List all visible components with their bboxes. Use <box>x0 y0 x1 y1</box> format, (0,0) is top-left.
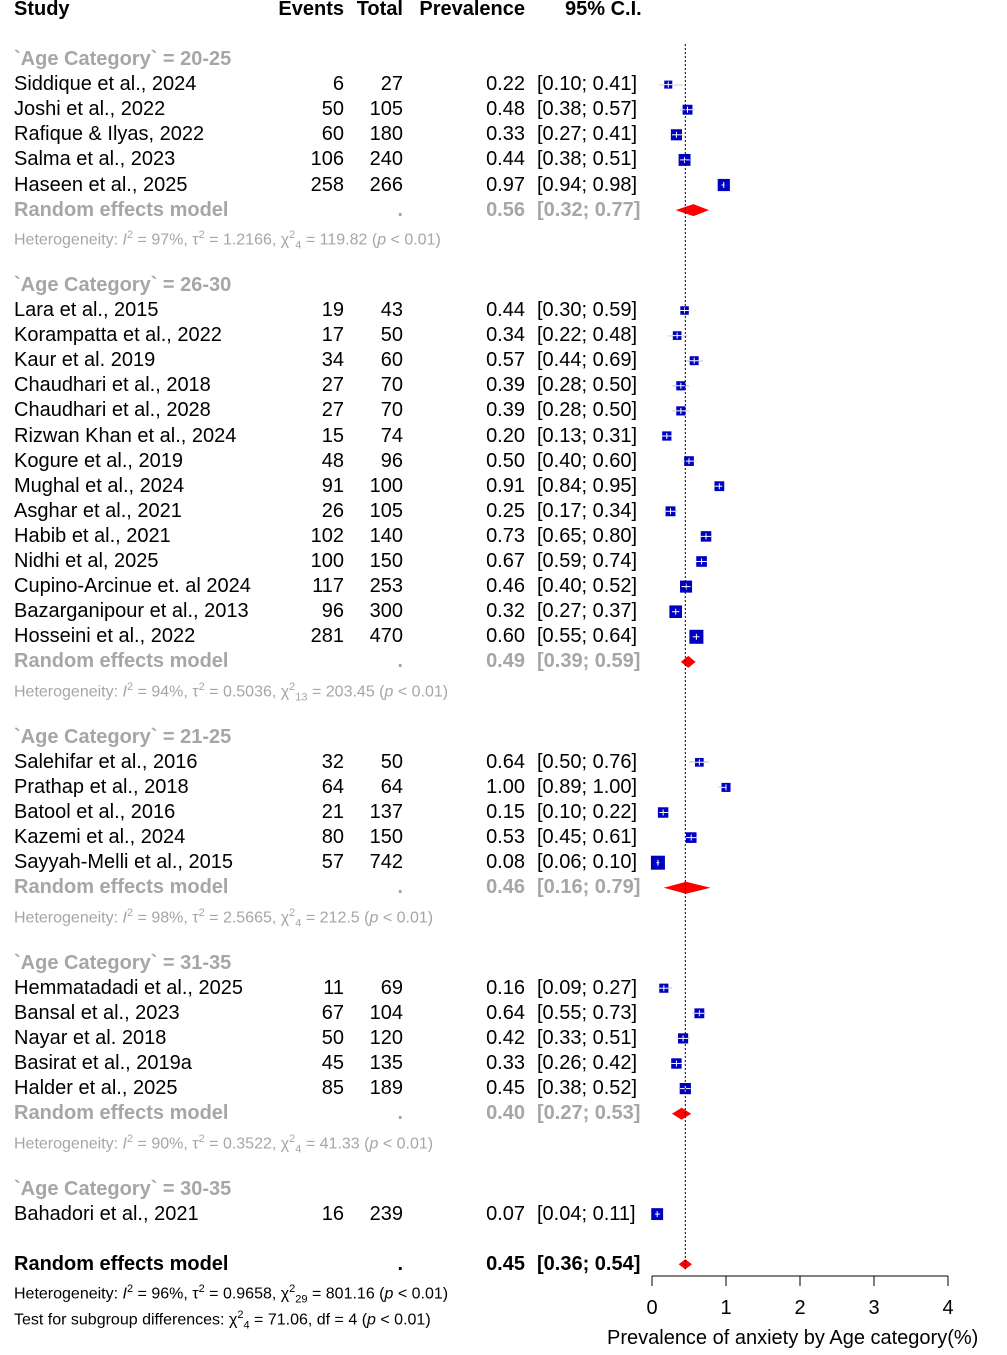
study-4-0-events: 16 <box>321 1202 344 1225</box>
study-3-1-prevalence: 0.64 <box>486 1001 525 1024</box>
study-4-0-prevalence: 0.07 <box>486 1202 525 1225</box>
study-3-0-ci: [0.09; 0.27] <box>537 976 638 999</box>
study-1-8-events: 26 <box>321 499 344 522</box>
study-1-9-prevalence: 0.73 <box>486 524 525 547</box>
study-2-3-ci: [0.45; 0.61] <box>537 826 638 849</box>
model-ci-1: [0.39; 0.59] <box>537 650 641 673</box>
model-diamond-1 <box>681 656 696 668</box>
overall-model-label: Random effects model <box>14 1252 229 1275</box>
study-3-4-prevalence: 0.45 <box>486 1077 525 1100</box>
study-1-6-events: 48 <box>321 449 344 472</box>
study-1-2-prevalence: 0.57 <box>486 349 525 372</box>
study-1-6-prevalence: 0.50 <box>486 449 525 472</box>
study-3-0-total: 69 <box>380 976 403 999</box>
study-3-1-events: 67 <box>321 1001 344 1024</box>
study-0-2-events: 60 <box>321 123 344 146</box>
overall-prev: 0.45 <box>486 1252 525 1275</box>
study-2-3-name: Kazemi et al., 2024 <box>14 826 186 849</box>
study-0-1-ci: [0.38; 0.57] <box>537 98 638 121</box>
x-tick-label-3: 3 <box>868 1297 880 1319</box>
study-2-0-events: 32 <box>321 750 344 773</box>
group-label-3: `Age Category` = 31-35 <box>14 951 232 974</box>
study-0-4-events: 258 <box>310 173 344 196</box>
study-1-0-name: Lara et al., 2015 <box>14 299 159 321</box>
study-1-0-total: 43 <box>380 299 403 321</box>
study-1-3-events: 27 <box>321 374 344 397</box>
study-3-2-prevalence: 0.42 <box>486 1026 525 1049</box>
study-2-1-total: 64 <box>380 775 403 798</box>
x-tick-label-2: 2 <box>794 1297 806 1319</box>
study-1-2-ci: [0.44; 0.69] <box>537 349 638 372</box>
model-dot-3: . <box>397 1102 403 1125</box>
study-1-8-total: 105 <box>369 499 403 522</box>
study-2-3-events: 80 <box>321 826 344 849</box>
model-prev-0: 0.56 <box>486 198 525 221</box>
subgroup-test: Test for subgroup differences: $\chi^2_4 = 71.06$, df = 4 (p < 0.01) <box>14 1308 431 1332</box>
model-ci-3: [0.27; 0.53] <box>537 1102 641 1125</box>
study-3-4-name: Halder et al., 2025 <box>14 1077 178 1100</box>
study-2-1-prevalence: 1.00 <box>486 775 525 798</box>
study-1-4-events: 27 <box>321 399 344 422</box>
study-1-6-total: 96 <box>380 449 403 472</box>
study-0-2-ci: [0.27; 0.41] <box>537 123 638 146</box>
study-1-4-name: Chaudhari et al., 2028 <box>14 399 211 422</box>
study-1-13-name: Hosseini et al., 2022 <box>14 625 196 648</box>
overall-heterogeneity: Heterogeneity: $I^2 = 96\%$, $\tau^2 = 0.9658$, $\chi^2_{29} = 801.16$ (p < 0.01) <box>14 1283 449 1306</box>
study-1-6-ci: [0.40; 0.60] <box>537 449 638 472</box>
study-1-1-prevalence: 0.34 <box>486 324 525 347</box>
heterogeneity-1: Heterogeneity: $I^2 = 94\%$, $\tau^2 = 0.5036$, $\chi^2_{13} = 203.45$ (p < 0.01) <box>14 681 449 704</box>
header-ci: 95% C.I. <box>565 0 642 20</box>
study-2-0-name: Salehifar et al., 2016 <box>14 750 198 773</box>
study-3-0-name: Hemmatadadi et al., 2025 <box>14 976 244 999</box>
model-ci-0: [0.32; 0.77] <box>537 198 641 221</box>
model-diamond-3 <box>672 1108 691 1120</box>
study-1-5-events: 15 <box>321 424 344 447</box>
study-1-11-total: 253 <box>369 575 403 598</box>
study-1-3-total: 70 <box>380 374 403 397</box>
study-1-13-prevalence: 0.60 <box>486 625 525 648</box>
study-0-3-events: 106 <box>310 148 344 171</box>
study-1-12-total: 300 <box>369 600 403 623</box>
study-1-7-name: Mughal et al., 2024 <box>14 474 185 497</box>
model-prev-3: 0.40 <box>486 1102 525 1125</box>
overall-dot: . <box>397 1252 403 1275</box>
study-1-9-name: Habib et al., 2021 <box>14 524 171 547</box>
study-1-4-prevalence: 0.39 <box>486 399 525 422</box>
header-total: Total <box>356 0 403 20</box>
study-2-4-total: 742 <box>369 851 403 874</box>
heterogeneity-3: Heterogeneity: $I^2 = 90\%$, $\tau^2 = 0.3522$, $\chi^2_4 = 41.33$ (p < 0.01) <box>14 1132 434 1156</box>
x-tick-label-1: 1 <box>720 1297 732 1319</box>
study-1-11-prevalence: 0.46 <box>486 575 525 598</box>
study-0-2-total: 180 <box>369 123 403 146</box>
study-0-2-name: Rafique & Ilyas, 2022 <box>14 123 205 146</box>
study-0-4-prevalence: 0.97 <box>486 173 525 196</box>
header-study: Study <box>14 0 70 20</box>
study-4-0-total: 239 <box>369 1202 403 1225</box>
study-2-4-prevalence: 0.08 <box>486 851 525 874</box>
model-diamond-2 <box>664 882 711 894</box>
study-1-2-events: 34 <box>321 349 344 372</box>
x-axis-label: Prevalence of anxiety by Age category(%) <box>607 1327 979 1349</box>
study-2-2-prevalence: 0.15 <box>486 801 525 823</box>
study-0-0-prevalence: 0.22 <box>486 73 525 96</box>
study-3-2-events: 50 <box>321 1026 344 1049</box>
study-1-1-total: 50 <box>380 324 403 347</box>
model-label-2: Random effects model <box>14 876 229 899</box>
header-events: Events <box>278 0 344 20</box>
study-1-4-ci: [0.28; 0.50] <box>537 399 638 422</box>
study-2-1-events: 64 <box>321 775 344 798</box>
study-3-1-ci: [0.55; 0.73] <box>537 1001 638 1024</box>
heterogeneity-0: Heterogeneity: $I^2 = 97\%$, $\tau^2 = 1.2166$, $\chi^2_4 = 119.82$ (p < 0.01) <box>14 229 441 252</box>
study-3-1-total: 104 <box>369 1001 403 1024</box>
study-2-3-prevalence: 0.53 <box>486 826 525 849</box>
study-0-3-name: Salma et al., 2023 <box>14 148 176 171</box>
study-0-0-ci: [0.10; 0.41] <box>537 73 638 96</box>
study-1-7-ci: [0.84; 0.95] <box>537 474 638 497</box>
study-1-5-prevalence: 0.20 <box>486 424 525 447</box>
study-1-9-total: 140 <box>369 524 403 547</box>
study-1-5-ci: [0.13; 0.31] <box>537 424 638 447</box>
model-dot-2: . <box>397 876 403 899</box>
model-label-3: Random effects model <box>14 1102 229 1125</box>
study-2-2-total: 137 <box>369 801 403 823</box>
study-3-1-name: Bansal et al., 2023 <box>14 1001 180 1024</box>
group-label-4: `Age Category` = 30-35 <box>14 1177 232 1200</box>
study-1-12-ci: [0.27; 0.37] <box>537 600 638 623</box>
study-1-10-ci: [0.59; 0.74] <box>537 550 638 572</box>
study-1-8-name: Asghar et al., 2021 <box>14 499 182 522</box>
study-1-7-events: 91 <box>321 474 344 497</box>
study-1-11-ci: [0.40; 0.52] <box>537 575 638 598</box>
study-0-4-ci: [0.94; 0.98] <box>537 173 638 196</box>
study-2-2-name: Batool et al., 2016 <box>14 801 176 823</box>
study-0-1-name: Joshi et al., 2022 <box>14 98 166 121</box>
heterogeneity-2: Heterogeneity: $I^2 = 98\%$, $\tau^2 = 2.5665$, $\chi^2_4 = 212.5$ (p < 0.01) <box>14 906 434 930</box>
study-1-11-events: 117 <box>312 575 344 598</box>
study-3-4-events: 85 <box>321 1077 344 1100</box>
study-1-13-ci: [0.55; 0.64] <box>537 625 638 648</box>
study-0-3-prevalence: 0.44 <box>486 148 525 171</box>
study-2-4-name: Sayyah-Melli et al., 2015 <box>14 851 234 874</box>
study-1-2-name: Kaur et al. 2019 <box>14 349 156 372</box>
study-1-12-events: 96 <box>321 600 344 623</box>
study-0-1-prevalence: 0.48 <box>486 98 525 121</box>
study-3-3-ci: [0.26; 0.42] <box>537 1052 638 1074</box>
study-2-1-name: Prathap et al., 2018 <box>14 775 189 798</box>
study-1-5-total: 74 <box>380 424 403 447</box>
study-1-1-name: Korampatta et al., 2022 <box>14 324 222 347</box>
study-0-1-events: 50 <box>321 98 344 121</box>
study-0-4-total: 266 <box>369 173 403 196</box>
study-1-1-ci: [0.22; 0.48] <box>537 324 638 347</box>
study-2-3-total: 150 <box>369 826 403 849</box>
study-2-0-prevalence: 0.64 <box>486 750 525 773</box>
x-tick-label-4: 4 <box>942 1297 954 1319</box>
study-2-1-ci: [0.89; 1.00] <box>537 775 638 798</box>
group-label-0: `Age Category` = 20-25 <box>14 48 232 70</box>
study-1-13-events: 281 <box>310 625 344 648</box>
model-ci-2: [0.16; 0.79] <box>537 876 641 899</box>
study-1-9-ci: [0.65; 0.80] <box>537 524 638 547</box>
study-1-7-prevalence: 0.91 <box>486 474 525 497</box>
study-4-0-name: Bahadori et al., 2021 <box>14 1202 199 1225</box>
study-1-1-events: 17 <box>321 324 344 347</box>
study-1-6-name: Kogure et al., 2019 <box>14 449 184 472</box>
study-0-0-total: 27 <box>380 73 403 96</box>
study-1-11-name: Cupino-Arcinue et. al 2024 <box>14 575 251 598</box>
study-3-3-total: 135 <box>369 1052 403 1074</box>
study-1-3-name: Chaudhari et al., 2018 <box>14 374 211 397</box>
study-1-0-prevalence: 0.44 <box>486 299 525 321</box>
study-1-3-ci: [0.28; 0.50] <box>537 374 638 397</box>
study-2-0-ci: [0.50; 0.76] <box>537 750 638 773</box>
model-diamond-0 <box>676 204 709 216</box>
study-3-3-events: 45 <box>321 1052 344 1074</box>
study-1-13-total: 470 <box>369 625 403 648</box>
study-2-2-ci: [0.10; 0.22] <box>537 801 638 823</box>
study-3-3-name: Basirat et al., 2019a <box>14 1052 192 1074</box>
study-0-2-prevalence: 0.33 <box>486 123 525 146</box>
header-prevalence: Prevalence <box>419 0 525 20</box>
study-1-2-total: 60 <box>380 349 403 372</box>
study-3-2-total: 120 <box>369 1026 403 1049</box>
study-3-0-events: 11 <box>323 976 344 999</box>
study-1-3-prevalence: 0.39 <box>486 374 525 397</box>
study-1-0-ci: [0.30; 0.59] <box>537 299 638 321</box>
study-2-2-events: 21 <box>321 801 344 823</box>
group-label-1: `Age Category` = 26-30 <box>14 273 232 296</box>
study-2-0-total: 50 <box>380 750 403 773</box>
group-label-2: `Age Category` = 21-25 <box>14 725 232 748</box>
study-4-0-ci: [0.04; 0.11] <box>537 1202 636 1225</box>
study-2-4-events: 57 <box>321 851 344 874</box>
study-0-0-events: 6 <box>332 73 344 96</box>
model-prev-1: 0.49 <box>486 650 525 673</box>
study-1-10-total: 150 <box>369 550 403 572</box>
study-1-12-prevalence: 0.32 <box>486 600 525 623</box>
study-0-3-total: 240 <box>369 148 403 171</box>
study-2-4-ci: [0.06; 0.10] <box>537 851 638 874</box>
model-label-0: Random effects model <box>14 198 229 221</box>
study-0-4-name: Haseen et al., 2025 <box>14 173 188 196</box>
study-3-4-total: 189 <box>369 1077 403 1100</box>
model-dot-1: . <box>397 650 403 673</box>
study-3-0-prevalence: 0.16 <box>486 976 525 999</box>
model-label-1: Random effects model <box>14 650 229 673</box>
study-1-10-name: Nidhi et al, 2025 <box>14 550 159 572</box>
model-dot-0: . <box>397 198 403 221</box>
study-1-8-ci: [0.17; 0.34] <box>537 499 638 522</box>
study-3-3-prevalence: 0.33 <box>486 1052 525 1074</box>
study-1-12-name: Bazarganipour et al., 2013 <box>14 600 249 623</box>
study-0-1-total: 105 <box>369 98 403 121</box>
study-1-10-events: 100 <box>310 550 344 572</box>
study-0-0-name: Siddique et al., 2024 <box>14 73 197 96</box>
study-3-4-ci: [0.38; 0.52] <box>537 1077 638 1100</box>
model-prev-2: 0.46 <box>486 876 525 899</box>
study-1-7-total: 100 <box>369 474 403 497</box>
study-3-2-name: Nayar et al. 2018 <box>14 1026 167 1049</box>
study-1-5-name: Rizwan Khan et al., 2024 <box>14 424 237 447</box>
overall-ci: [0.36; 0.54] <box>537 1252 641 1275</box>
study-1-4-total: 70 <box>380 399 403 422</box>
study-1-0-events: 19 <box>321 299 344 321</box>
study-1-9-events: 102 <box>310 524 344 547</box>
study-1-10-prevalence: 0.67 <box>486 550 525 572</box>
x-tick-label-0: 0 <box>646 1297 658 1319</box>
study-3-2-ci: [0.33; 0.51] <box>537 1026 638 1049</box>
study-1-8-prevalence: 0.25 <box>486 499 525 522</box>
study-0-3-ci: [0.38; 0.51] <box>537 148 638 171</box>
